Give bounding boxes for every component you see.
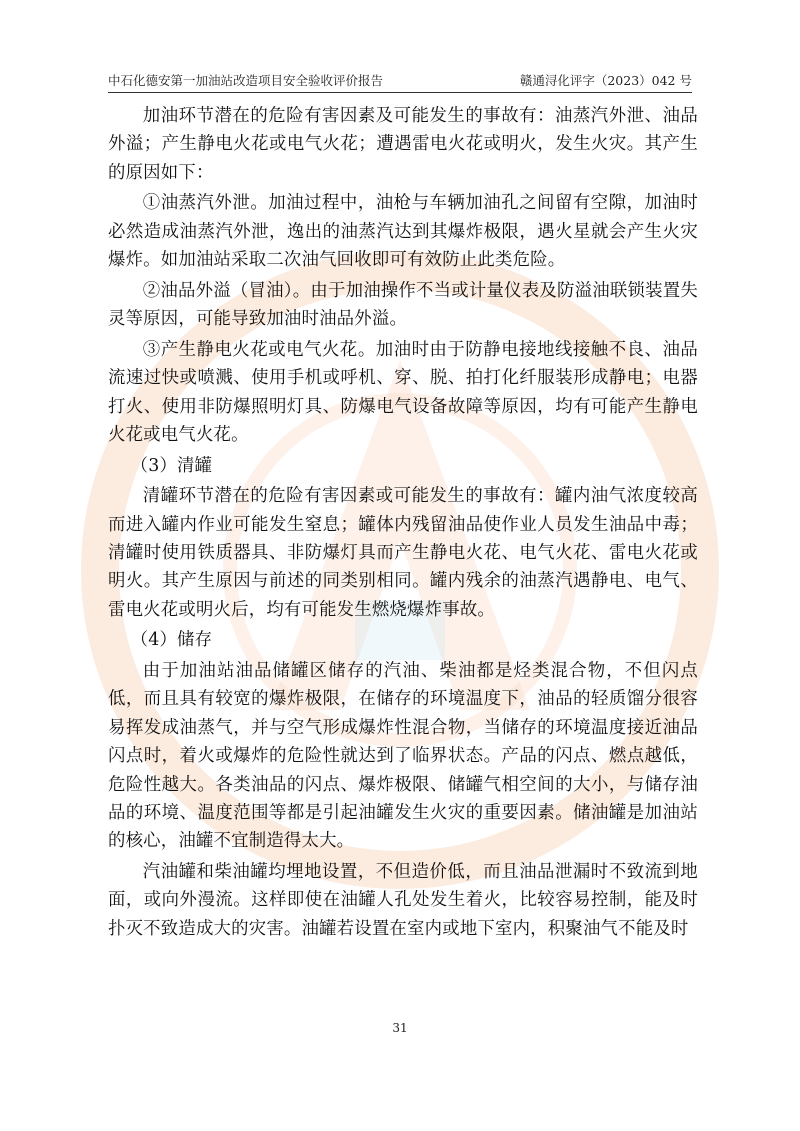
section-subheading: （4）储存 — [130, 630, 213, 651]
page-header — [108, 70, 692, 93]
header-document-number: 赣通浔化评字（2023）042 号 — [519, 73, 692, 88]
body-paragraph: 加油环节潜在的危险有害因素及可能发生的事故有：油蒸汽外泄、油品外溢；产生静电火花或电气火花；遭遇雷电火花或明火，发生火灾。其产生的原因如下： — [108, 106, 698, 183]
body-paragraph: 清罐环节潜在的危险有害因素或可能发生的事故有：罐内油气浓度较高而进入罐内作业可能发生窒息；罐体内残留油品使作业人员发生油品中毒；清罐时使用铁质器具、非防爆灯具而产生静电火花、电气火花、雷电火花或明火。其产生原因与前述的同类别相同。罐内残余的油蒸汽遇静电、电气、雷电火花或明火后，均有可能发生燃烧爆炸事故。 — [108, 486, 698, 620]
page-number: 31 — [392, 1021, 408, 1035]
section-subheading: （3）清罐 — [130, 455, 213, 476]
body-paragraph: 由于加油站油品储罐区储存的汽油、柴油都是烃类混合物，不但闪点低，而且具有较宽的爆炸极限，在储存的环境温度下，油品的轻质馏分很容易挥发成油蒸气，并与空气形成爆炸性混合物，当储存的环境温度接近油品闪点时，着火或爆炸的危险性就达到了临界状态。产品的闪点、燃点越低，危险性越大。各类油品的闪点、爆炸极限、储罐气相空间的大小，与储存油品的环境、温度范围等都是引起油罐发生火灾的重要因素。储油罐是加油站的核心，油罐不宜制造得太大。 — [108, 661, 698, 852]
body-paragraph: ②油品外溢（冒油）。由于加油操作不当或计量仪表及防溢油联锁装置失灵等原因，可能导致加油时油品外溢。 — [108, 280, 698, 330]
header-report-title: 中石化德安第一加油站改造项目安全验收评价报告 — [108, 73, 384, 88]
document-body — [108, 102, 698, 945]
body-paragraph: 汽油罐和柴油罐均埋地设置，不但造价低，而且油品泄漏时不致流到地面，或向外漫流。这样即使在油罐人孔处发生着火，比较容易控制，能及时扑灭不致造成大的灾害。油罐若设置在室内或地下室内，积聚油气不能及时 — [108, 862, 698, 939]
body-paragraph: ①油蒸汽外泄。加油过程中，油枪与车辆加油孔之间留有空隙，加油时必然造成油蒸汽外泄，逸出的油蒸汽达到其爆炸极限，遇火星就会产生火灾爆炸。如加油站采取二次油气回收即可有效防止此类危险。 — [108, 193, 698, 271]
body-paragraph: ③产生静电火花或电气火花。加油时由于防静电接地线接触不良、油品流速过快或喷溅、使用手机或呼机、穿、脱、拍打化纤服装形成静电；电器打火、使用非防爆照明灯具、防爆电气设备故障等原因，均有可能产生静电火花或电气火花。 — [108, 339, 698, 446]
